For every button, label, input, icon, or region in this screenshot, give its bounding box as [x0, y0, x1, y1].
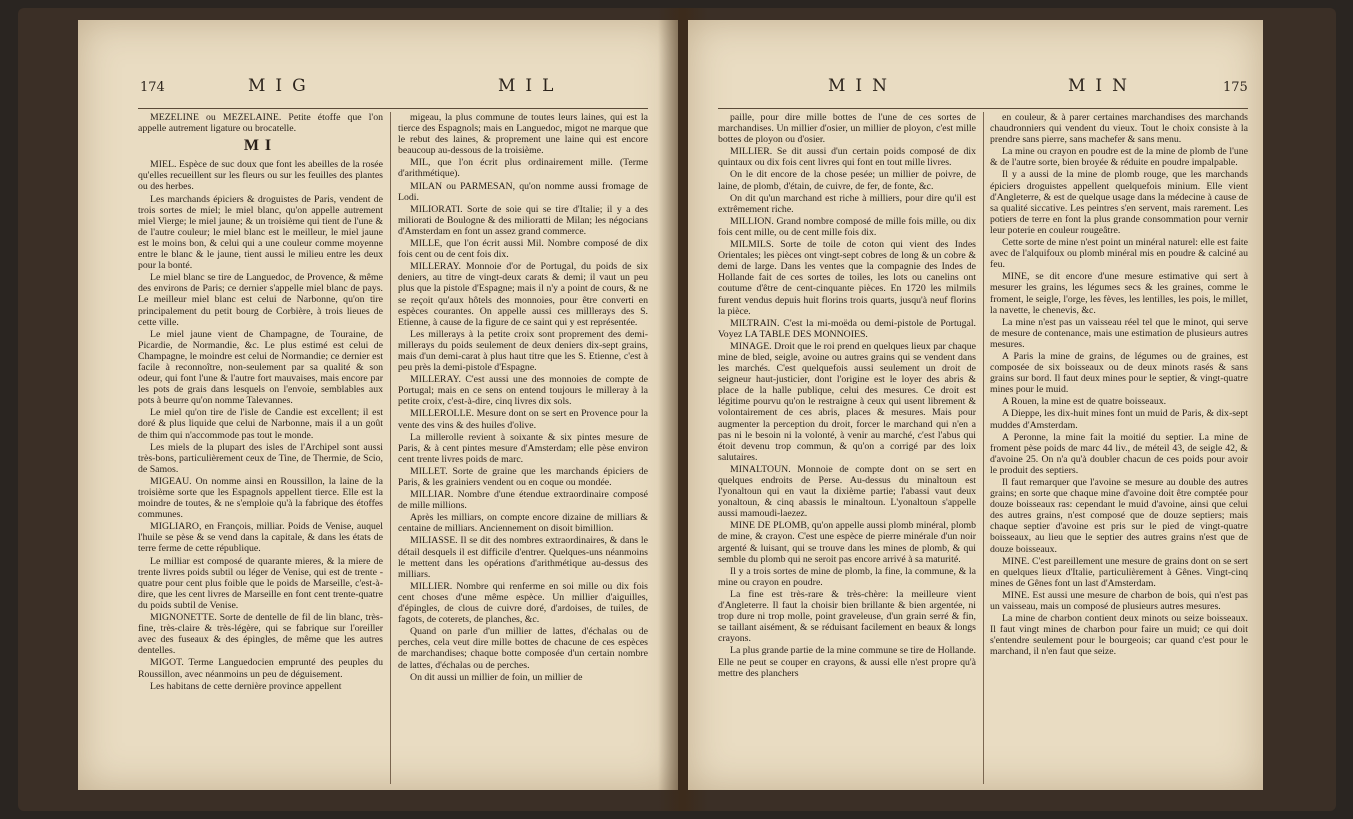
- right-column-divider: [983, 112, 984, 784]
- dictionary-entry: MINE, se dit encore d'une mesure estimative qui sert à mesurer les grains, les légumes secs & les graines, comme le froment, le seigle, l'orge, les fèves, les lentilles, les pois, le millet, la navette, le chenevis, &c.: [990, 271, 1248, 316]
- dictionary-entry: A Paris la mine de grains, de légumes ou de graines, est composée de six boisseaux ou de deux minots rasés & sans grains sur bord. Il faut deux mines pour le septier, & vingt-quatre mines pour le muid.: [990, 350, 1248, 396]
- dictionary-entry: MILIORATI. Sorte de soie qui se tire d'Italie; il y a des miliorati de Boulogne & des milioratti de Milan; les négocians d'Amsterdam en font un assez grand commerce.: [398, 203, 648, 237]
- left-column-divider: [390, 112, 391, 784]
- dictionary-entry: MIL, que l'on écrit plus ordinairement mille. (Terme d'arithmétique).: [398, 157, 648, 180]
- dictionary-entry: Le milliar est composé de quarante mieres, & la miere de trente livres poids subtil ou léger de Venise, qui est de trente - quatre pour cent plus foible que le poids de Marseille, c'est-à-dire, que les cent livres de Marseille en font cent trente-quatre du poids subtil de Venise.: [138, 555, 383, 611]
- dictionary-entry: Il y a aussi de la mine de plomb rouge, que les marchands épiciers droguistes appellent quelquefois minium. Elle vient d'Angleterre, & est de quelque usage dans la médecine à cause de sa qualité siccative. Les peintres s'en servent, mais rarement. Les potiers de terre en font la plus grande consommation pour vernir leur poterie en couleur rougeâtre.: [990, 169, 1248, 236]
- right-header-right: MIN: [1068, 76, 1137, 96]
- dictionary-entry: MINALTOUN. Monnoie de compte dont on se sert en quelques endroits de Perse. Au-dessus du minaltoun est l'yonaltoun qui en vaut la dixième partie; l'abassi vaut deux yonaltoun, & cinq abassis le minaltoun. L'yonaltoun s'appelle aussi mamoudi-laezez.: [718, 463, 976, 520]
- dictionary-entry: MILIASSE. Il se dit des nombres extraordinaires, & dans le détail desquels il est difficile d'entrer. Quelques-uns néanmoins le mettent dans les opérations d'arithmétique au-dessus des milliars.: [398, 535, 648, 580]
- book-spread: [18, 8, 1336, 811]
- dictionary-entry: A Dieppe, les dix-huit mines font un muid de Paris, & dix-sept muddes d'Amsterdam.: [990, 408, 1248, 431]
- dictionary-entry: MILMILS. Sorte de toile de coton qui vient des Indes Orientales; les pièces ont vingt-sept cobres de long & un cobre & demi de large. Dans les ventes que la compagnie des Indes de Hollande fait de ces sortes de toiles, les lots ou canelins ont coutume d'être de cent-cinquante pièces. En 1720 les milmils furent vendus depuis huit florins trois quarts, jusqu'à neuf florins la pièce.: [718, 239, 976, 317]
- dictionary-entry: A Peronne, la mine fait la moitié du septier. La mine de froment pèse poids de marc 44 liv., de méteil 43, de seigle 42, & d'avoine 25. On n'a qu'à doubler chacun de ces poids pour avoir le produit des septiers.: [990, 431, 1248, 476]
- dictionary-entry: Le miel jaune vient de Champagne, de Touraine, de Picardie, de Normandie, &c. Le plus estimé est celui de Champagne, le moindre est celui de Normandie; ce dernier est facile à reconnoître, non-seulement par sa qualité & son odeur, qui font l'une & l'autre fort mauvaises, mais encore par les pots de grais dans lesquels on l'envoie, semblables aux pots à beurre qu'on nomme Talevannes.: [138, 328, 383, 407]
- right-header-left: MIN: [828, 76, 897, 96]
- dictionary-entry: On dit aussi un millier de foin, un millier de: [410, 671, 583, 683]
- dictionary-entry: MILLERAY. C'est aussi une des monnoies de compte de Portugal; mais en ce sens on entend toujours le milleray à la petite croix, c'est-à-dire, cinq livres dix sols.: [398, 374, 648, 408]
- dictionary-entry: MINAGE. Droit que le roi prend en quelques lieux par chaque mine de bled, seigle, avoine ou autres grains qui se vendent dans les marchés. C'est quelquefois aussi seulement un droit de seigneur haut-justicier, dont l'origine est le loyer des abris & place de la halle publique, celui des mesures. Ce droit est légitime pourvu qu'on le restraigne à ceux qui usent librement & volontairement de ces abris, places & mesures. Mais pour augmenter la perception du droit, forcer le marchand qui n'en a pas ni le besoin ni la volonté, à venir au marché, c'est l'abus qui étoit devenu trop commun, & qu'on a corrigé par des loix salutaires.: [718, 340, 976, 463]
- dictionary-entry: Il y a trois sortes de mine de plomb, la fine, la commune, & la mine ou crayon en poudre.: [718, 565, 976, 588]
- dictionary-entry: MINE. Est aussi une mesure de charbon de bois, qui n'est pas un vaisseau, mais un composé de plusieurs autres mesures.: [990, 589, 1248, 613]
- dictionary-entry: La plus grande partie de la mine commune se tire de Hollande. Elle ne peut se couper en crayons, & aussi elle n'est propre qu'à mettre des planchers: [718, 645, 976, 679]
- dictionary-entry: Le miel qu'on tire de l'isle de Candie est excellent; il est doré & plus liquide que celui de Narbonne, mais il a un goût de thim qui n'accommode pas tout le monde.: [138, 407, 383, 441]
- dictionary-entry: La mine de charbon contient deux minots ou seize boisseaux. Il faut vingt mines de charbon pour faire un muid; ce qui doit s'entendre seulement pour le bourgeois; car quand c'est pour le marchand, il n'en faut que seize.: [990, 613, 1248, 658]
- dictionary-entry: Après les milliars, on compte encore dizaine de milliars & centaine de milliars. Anciennement on disoit bimillion.: [398, 512, 648, 535]
- dictionary-entry: MILLION. Grand nombre composé de mille fois mille, ou dix fois cent mille, ou de cent mille fois dix.: [718, 215, 976, 238]
- dictionary-entry: MIGOT. Terme Languedocien emprunté des peuples du Roussillon, avec néanmoins un peu de déguisement.: [138, 657, 383, 680]
- dictionary-entry: Quand on parle d'un millier de lattes, d'échalas ou de perches, cela veut dire mille bottes de chacune de ces espèces de marchandises; chaque botte composée d'un certain nombre de lattes, d'échalas ou de perches.: [398, 626, 648, 671]
- dictionary-entry: MILLIER. Se dit aussi d'un certain poids composé de dix quintaux ou dix fois cent livres qui font en tout mille livres.: [718, 146, 976, 169]
- dictionary-entry: La millerolle revient à soixante & six pintes mesure de Paris, & à cent pintes mesure d'Amsterdam; elle pèse environ cent trente livres poids de marc.: [398, 431, 648, 465]
- dictionary-entry: migeau, la plus commune de toutes leurs laines, qui est la tierce des Espagnols; mais en Languedoc, migot ne marque que le rebut des laines, & proprement une laine qui est encore beaucoup au-dessous de la troisième.: [398, 112, 648, 157]
- dictionary-entry: MILLERAY. Monnoie d'or de Portugal, du poids de six deniers, au titre de vingt-deux carats & demi; il vaut un peu plus que la pistole d'Espagne; mais il n'y a point de cours, & ne se reçoit qu'aux hôtels des monnoies, pour être converti en espèces courantes. On appelle aussi ces milllerays des S. Etienne, à cause de la figure de ce saint qui y est représentée.: [398, 261, 648, 328]
- left-page-number: 174: [140, 80, 165, 95]
- dictionary-entry: Les habitans de cette dernière province appellent: [150, 680, 342, 692]
- dictionary-entry: MEZELINE ou MEZELAINE. Petite étoffe que l'on appelle autrement ligature ou brocatelle.: [138, 112, 383, 135]
- dictionary-entry: MIGEAU. On nomme ainsi en Roussillon, la laine de la troisième sorte que les Espagnols appellent tierce. Elle est la moindre de toutes, & ne s'emploie qu'à la fabrique des étoffes communes.: [138, 475, 383, 521]
- dictionary-entry: MIEL. Espèce de suc doux que font les abeilles de la rosée qu'elles recueillent sur les fleurs ou sur les feuilles des plantes ou des herbes.: [138, 159, 383, 193]
- dictionary-entry: MILTRAIN. C'est la mi-moëda ou demi-pistole de Portugal. Voyez LA TABLE DES MONNOIES.: [718, 317, 976, 340]
- dictionary-entry: Les marchands épiciers & droguistes de Paris, vendent de trois sortes de miel; le miel blanc, qu'on appelle autrement miel Vierge; le miel jaune; & un troisième qui tient de l'une & de l'autre couleur; le miel blanc est le meilleur, le miel jaune est le moins bon, & celui qui a une couleur comme moyenne entre le blanc & le jaune, tient aussi le milieu entre les deux pour la bonté.: [138, 193, 383, 272]
- dictionary-entry: MIGLIARO, en François, milliar. Poids de Venise, auquel l'huile se pèse & se vend dans la capitale, & dans les états de terre ferme de cette république.: [138, 521, 383, 555]
- dictionary-entry: La mine ou crayon en poudre est de la mine de plomb de l'une & de l'autre sorte, bien broyée & réduite en poudre impalpable.: [990, 146, 1248, 169]
- left-page: [78, 20, 678, 790]
- dictionary-entry: MIGNONETTE. Sorte de dentelle de fil de lin blanc, très-fine, très-claire & très-légère, qui se fabrique sur l'oreiller avec des fuseaux & des épingles, de même que les autres dentelles.: [138, 612, 383, 657]
- section-heading: MI: [243, 137, 278, 155]
- dictionary-entry: MILAN ou PARMESAN, qu'on nomme aussi fromage de Lodi.: [398, 180, 648, 203]
- dictionary-entry: La fine est très-rare & très-chère: la meilleure vient d'Angleterre. Il faut la choisir bien brillante & bien argentée, ni trop dure ni trop molle, point graveleuse, d'un grain serré & fin, se taillant aisément, & se réduisant facilement en beaux & longs crayons.: [718, 588, 976, 645]
- left-header-left: MIG: [248, 76, 316, 96]
- right-column-1: [718, 112, 976, 784]
- right-column-2: [990, 112, 1248, 784]
- left-header-right: MIL: [498, 76, 564, 96]
- dictionary-entry: MILLIAR. Nombre d'une étendue extraordinaire composé de mille millions.: [398, 489, 648, 512]
- right-page-number: 175: [1223, 80, 1248, 95]
- dictionary-entry: Il faut remarquer que l'avoine se mesure au double des autres grains; en sorte que chaque mine d'avoine doit être comptée pour douze boisseaux ras: cependant le muid d'avoine, ainsi que celui des autres grains, n'est composé que de douze septiers; mais chaque septier d'avoine est pris sur le pied de vingt-quatre boisseaux, au lieu que le septier des autres grains n'est que de douze boisseaux.: [990, 477, 1248, 555]
- dictionary-entry: MINE DE PLOMB, qu'on appelle aussi plomb minéral, plomb de mine, & crayon. C'est une espèce de pierre minérale d'un noir argenté & luisant, qui se trouve dans les mines de plomb, & qui semble du plomb qui ne seroit pas encore arrivé à sa maturité.: [718, 520, 976, 565]
- dictionary-entry: en couleur, & à parer certaines marchandises des marchands chaudronniers qui vendent du vieux. Tout le choix consiste à la prendre sans pierre, sans machefer & sans menu.: [990, 112, 1248, 146]
- dictionary-entry: paille, pour dire mille bottes de l'une de ces sortes de marchandises. Un millier d'osier, un millier de ployon, c'est mille bottes de ployon ou d'osier.: [718, 112, 976, 146]
- dictionary-entry: A Rouen, la mine est de quatre boisseaux.: [1002, 396, 1167, 408]
- left-header-rule: [138, 108, 648, 109]
- left-column-1: [138, 112, 383, 784]
- dictionary-entry: MILLE, que l'on écrit aussi Mil. Nombre composé de dix fois cent ou de cent fois dix.: [398, 238, 648, 261]
- dictionary-entry: Le miel blanc se tire de Languedoc, de Provence, & même des environs de Paris; ce dernier s'appelle miel blanc de pays. Le meilleur miel blanc est celui de Narbonne, qu'on tire principalement du petit bourg de Corbière, à trois lieues de cette ville.: [138, 272, 383, 328]
- dictionary-entry: MILLET. Sorte de graine que les marchands épiciers de Paris, & les grainiers vendent ou en coque ou mondée.: [398, 465, 648, 488]
- dictionary-entry: MILLEROLLE. Mesure dont on se sert en Provence pour la vente des vins & des huiles d'olive.: [398, 408, 648, 431]
- dictionary-entry: Les miels de la plupart des isles de l'Archipel sont aussi très-bons, particulièrement ceux de Tine, de Thermie, de Scio, de Samos.: [138, 441, 383, 475]
- dictionary-entry: MINE. C'est pareillement une mesure de grains dont on se sert en quelques lieux d'Italie, particulièrement à Gênes. Vingt-cinq mines de Gênes font un last d'Amsterdam.: [990, 555, 1248, 589]
- dictionary-entry: La mine n'est pas un vaisseau réel tel que le minot, qui serve de mesure de contenance, mais une estimation de plusieurs autres mesures.: [990, 316, 1248, 350]
- dictionary-entry: On le dit encore de la chose pesée; un millier de poivre, de laine, de plomb, d'étain, de cuivre, de fer, de fonte, &c.: [718, 169, 976, 192]
- dictionary-entry: MILLIER. Nombre qui renferme en soi mille ou dix fois cent choses d'une même espèce. Un millier d'aiguilles, d'épingles, de clous de cuivre doré, d'ardoises, de tuiles, de fagots, de coterets, de planches, &c.: [398, 580, 648, 626]
- dictionary-entry: Les millerays à la petite croix sont proprement des demi-millerays du poids seulement de deux deniers dix-sept grains, mais d'un demi-carat à plus haut titre que les S. Etienne, c'est à peu près la demi-pistole d'Espagne.: [398, 328, 648, 374]
- left-column-2: [398, 112, 648, 784]
- right-header-rule: [718, 108, 1248, 109]
- dictionary-entry: On dit qu'un marchand est riche à milliers, pour dire qu'il est extrêmement riche.: [718, 192, 976, 215]
- right-page: [688, 20, 1263, 790]
- dictionary-entry: Cette sorte de mine n'est point un minéral naturel: elle est faite avec de l'alquifoux ou plomb minéral mis en poudre & calciné au feu.: [990, 237, 1248, 271]
